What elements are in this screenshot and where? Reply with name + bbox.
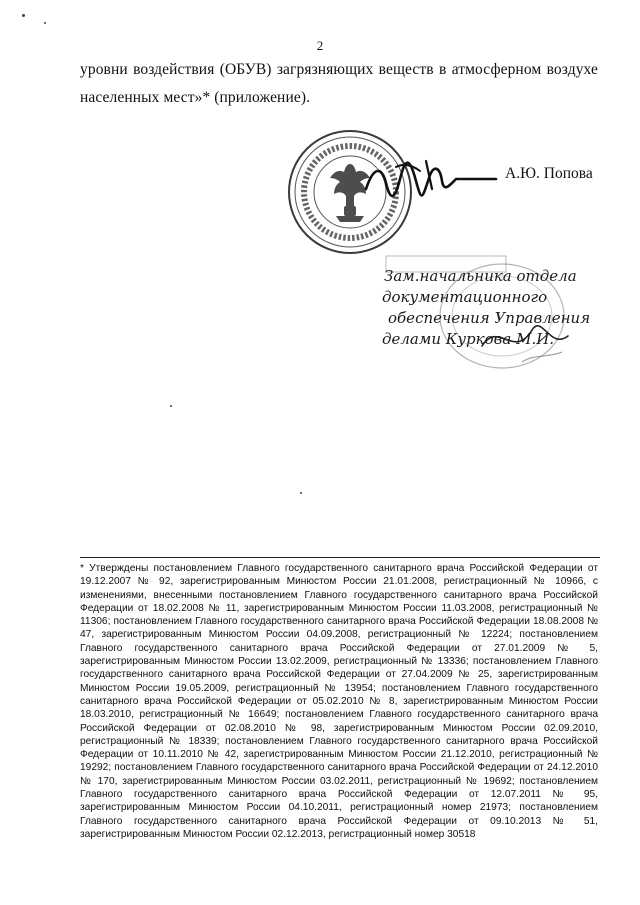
footnote-divider xyxy=(80,557,600,558)
body-text-line-2: населенных мест»* (приложение). xyxy=(80,89,311,106)
signature-minister xyxy=(360,145,500,215)
certification-line: Зам.начальника отдела xyxy=(384,267,577,285)
scan-speck xyxy=(300,492,302,494)
scan-speck xyxy=(44,22,46,24)
body-text-line-1: уровни воздействия (ОБУВ) загрязняющих веществ в атмосферном воздухе xyxy=(80,61,598,78)
certification-line: обеспечения Управления xyxy=(388,309,591,327)
certification-line: делами Куркова М.И. xyxy=(382,330,555,348)
scan-speck xyxy=(22,14,25,17)
signer-name: А.Ю. Попова xyxy=(505,165,593,182)
page-number: 2 xyxy=(316,38,324,53)
footnote: * Утверждены постановлением Главного государственного санитарного врача Российской Федерации от 19.12.2007 № 92, зарегистрированным Минюстом России 21.01.2008, регистрационный № 10966, с изменениями, внесенными постановлением Главного государственного санитарного врача Российской Федерации от 18.02.2008 № 11, зарегистрированным Минюстом России 11.03.2008, регистрационный № 11306; постановлением Главного государственного санитарного врача Российской Федерации 18.08.2008 № 47, зарегистрированным Минюстом России 04.09.2008, регистрационный № 12224; постановлением Главного государственного санитарного врача Российской Федерации от 27.01.2009 № 5, зарегистрированным Минюстом России 13.02.2009, регистрационный № 13336; постановлением Главного государственного санитарного врача Российской Федерации от 27.04.2009 № 25, зарегистрированным Минюстом России 19.05.2009, регистрационный № 13954; постановлением Главного государственного санитарного врача Российской Федерации от 05.02.2010 № 8, зарегистрированным Минюстом России 18.03.2010, регистрационный № 16649; постановлением Главного государственного санитарного врача Российской Федерации от 02.08.2010 № 98, зарегистрированным Минюстом России 02.09.2010, регистрационный № 18339; постановлением Главного государственного санитарного врача Российской Федерации от 10.11.2010 № 42, зарегистрированным Минюстом России 21.12.2010, регистрационный № 19292; постановлением Главного государственного санитарного врача Российской Федерации от 24.12.2010 № 170, зарегистрированным Минюстом России 03.02.2011, регистрационный № 19692; постановлением Главного государственного санитарного врача Российской Федерации от 12.07.2011 № 95, зарегистрированным Минюстом России 04.10.2011, регистрационный номер 21973; постановлением Главного государственного санитарного врача Российской Федерации от 09.10.2013 № 51, зарегистрированным Минюстом России 02.12.2013, регистрационный номер 30518 xyxy=(80,563,598,840)
certification-line: документационного xyxy=(382,288,548,306)
scan-speck xyxy=(170,405,172,407)
certification-note xyxy=(382,266,610,350)
